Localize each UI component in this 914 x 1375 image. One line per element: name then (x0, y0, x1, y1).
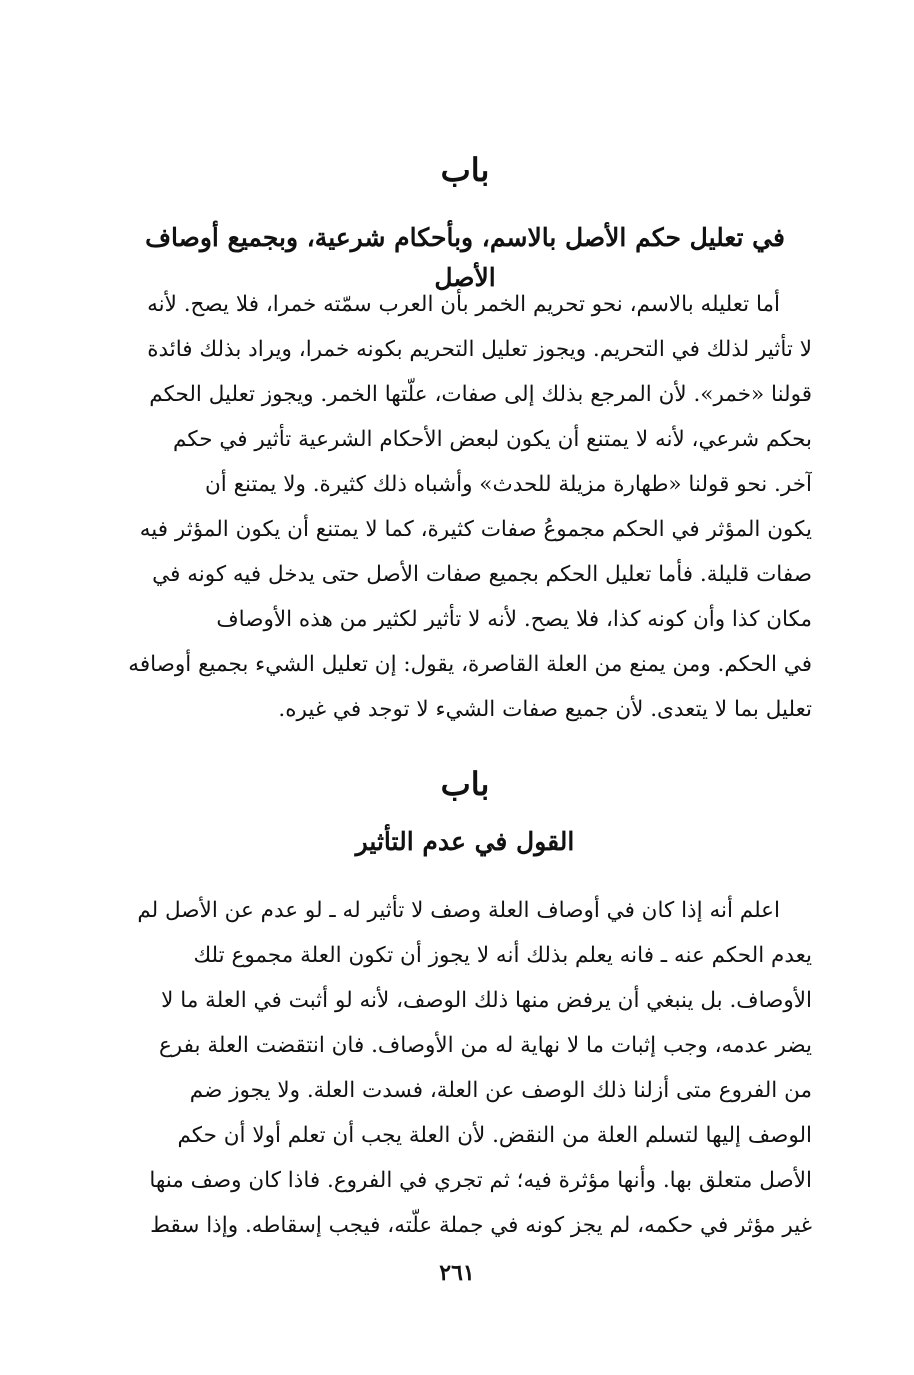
chapter-title: القول في عدم التأثير (355, 827, 575, 856)
paragraph (118, 282, 812, 732)
text-line: آخر. نحو قولنا «طهارة مزيلة للحدث» وأشباه ذلك كثيرة. ولا يمتنع أن (204, 472, 812, 497)
text-line: الأصل متعلق بها. وأنها مؤثرة فيه؛ ثم تجري في الفروع. فاذا كان وصف منها (149, 1168, 812, 1193)
text-line: في الحكم. ومن يمنع من العلة القاصرة، يقول: إن تعليل الشيء بجميع أوصافه (128, 652, 812, 677)
text-line: تعليل بما لا يتعدى. لأن جميع صفات الشيء لا توجد في غيره. (278, 697, 812, 722)
paragraph (118, 888, 812, 1248)
chapter-heading: باب (440, 151, 490, 189)
text-line: اعلم أنه إذا كان في أوصاف العلة وصف لا تأثير له ـ لو عدم عن الأصل لم (137, 898, 780, 923)
chapter-title: في تعليل حكم الأصل بالاسم، وبأحكام شرعية، وبجميع أوصاف الأصل (145, 223, 785, 292)
text-line: مكان كذا وأن كونه كذا، فلا يصح. لأنه لا تأثير لكثير من هذه الأوصاف (216, 607, 812, 632)
page-number: ٢٦١ (439, 1260, 475, 1286)
text-line: لا تأثير لذلك في التحريم. ويجوز تعليل التحريم بكونه خمرا، ويراد بذلك فائدة (147, 337, 812, 362)
text-line: يعدم الحكم عنه ـ فانه يعلم بذلك أنه لا يجوز أن تكون العلة مجموع تلك (193, 943, 812, 968)
text-line: بحكم شرعي، لأنه لا يمتنع أن يكون لبعض الأحكام الشرعية تأثير في حكم (173, 427, 812, 452)
text-line: أما تعليله بالاسم، نحو تحريم الخمر بأن العرب سمّته خمرا، فلا يصح. لأنه (147, 292, 780, 317)
chapter-heading: باب (440, 765, 490, 803)
text-line: صفات قليلة. فأما تعليل الحكم بجميع صفات الأصل حتى يدخل فيه كونه في (152, 562, 812, 587)
text-line: قولنا «خمر». لأن المرجع بذلك إلى صفات، علّتها الخمر. ويجوز تعليل الحكم (149, 382, 812, 407)
text-line: يكون المؤثر في الحكم مجموعُ صفات كثيرة، كما لا يمتنع أن يكون المؤثر فيه (139, 517, 812, 542)
text-line: غير مؤثر في حكمه، لم يجز كونه في جملة علّته، فيجب إسقاطه. وإذا سقط (150, 1213, 812, 1238)
text-line: الأوصاف. بل ينبغي أن يرفض منها ذلك الوصف، لأنه لو أثبت في العلة ما لا (161, 988, 812, 1013)
text-line: يضر عدمه، وجب إثبات ما لا نهاية له من الأوصاف. فان انتقضت العلة بفرع (158, 1033, 812, 1058)
text-line: الوصف إليها لتسلم العلة من النقض. لأن العلة يجب أن تعلم أولا أن حكم (177, 1123, 812, 1148)
text-line: من الفروع متى أزلنا ذلك الوصف عن العلة، فسدت العلة. ولا يجوز ضم (189, 1078, 812, 1103)
